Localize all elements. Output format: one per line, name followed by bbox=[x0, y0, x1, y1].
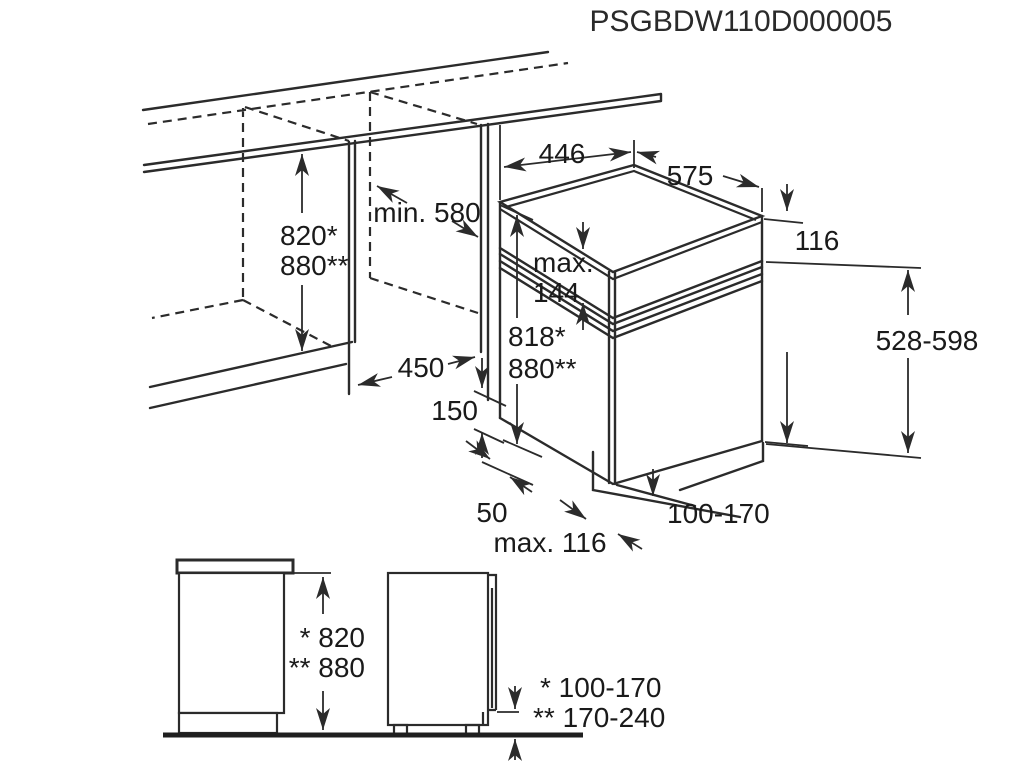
label-top-clearance-2: 144 bbox=[533, 277, 580, 308]
extension-line bbox=[764, 219, 803, 223]
label-appliance-height-2: 880** bbox=[508, 353, 577, 384]
arrow-right bbox=[448, 357, 475, 364]
dimension-cabinet-height bbox=[280, 154, 349, 351]
label-cabinet-height-2: 880** bbox=[280, 250, 349, 281]
arrow-down-right bbox=[466, 441, 490, 459]
label-top-width: 446 bbox=[538, 138, 586, 169]
dimension-side-offset bbox=[466, 441, 533, 528]
label-appliance-height-1: 818* bbox=[508, 321, 566, 352]
arrow-left bbox=[358, 377, 392, 385]
dimension-top-depth bbox=[637, 152, 762, 212]
extension-lines bbox=[766, 262, 921, 458]
label-side-offset: 50 bbox=[476, 497, 508, 528]
label-niche-depth: min. 580 bbox=[373, 197, 481, 228]
document-code: PSGBDW110D000005 bbox=[589, 5, 893, 38]
arrow-front bbox=[723, 176, 759, 187]
arrow-back bbox=[637, 152, 656, 157]
arrow-up-left bbox=[618, 534, 642, 549]
side-elevation-views bbox=[163, 560, 665, 760]
label-plinth-height: 100-170 bbox=[667, 498, 770, 529]
appliance-side-view bbox=[388, 573, 665, 760]
worktop-slab bbox=[177, 560, 293, 573]
floor-edges bbox=[150, 342, 352, 408]
label-top-depth: 575 bbox=[666, 160, 714, 191]
dimension-strip-height bbox=[764, 184, 839, 256]
cabinet-side-view bbox=[177, 560, 365, 733]
cabinet-body bbox=[179, 573, 284, 713]
dimension-plinth-height bbox=[653, 352, 808, 529]
label-cabinet-height-1: 820* bbox=[280, 220, 338, 251]
label-worktop-height-2: ** 880 bbox=[288, 652, 365, 683]
label-side-cutout: 150 bbox=[431, 395, 478, 426]
appliance-body-side bbox=[388, 573, 488, 725]
label-plinth-recess: max. 116 bbox=[493, 527, 607, 558]
label-top-clearance-1: max. bbox=[533, 247, 594, 278]
extension-line bbox=[482, 462, 533, 485]
dimension-niche-depth bbox=[373, 186, 480, 237]
arrow-down-right bbox=[560, 500, 586, 519]
dimension-niche-width bbox=[358, 352, 475, 385]
label-strip-height: 116 bbox=[794, 225, 840, 256]
label-worktop-height-1: * 820 bbox=[299, 622, 365, 653]
label-plinth-height-1: * 100-170 bbox=[540, 672, 662, 703]
cabinet-plinth bbox=[179, 713, 277, 733]
isometric-view bbox=[143, 52, 978, 558]
label-niche-width: 450 bbox=[397, 352, 445, 383]
label-door-height: 528-598 bbox=[875, 325, 979, 356]
label-plinth-height-2: ** 170-240 bbox=[533, 702, 666, 733]
dimension-door-height bbox=[766, 262, 978, 458]
dimension-plinth-recess bbox=[493, 500, 642, 558]
